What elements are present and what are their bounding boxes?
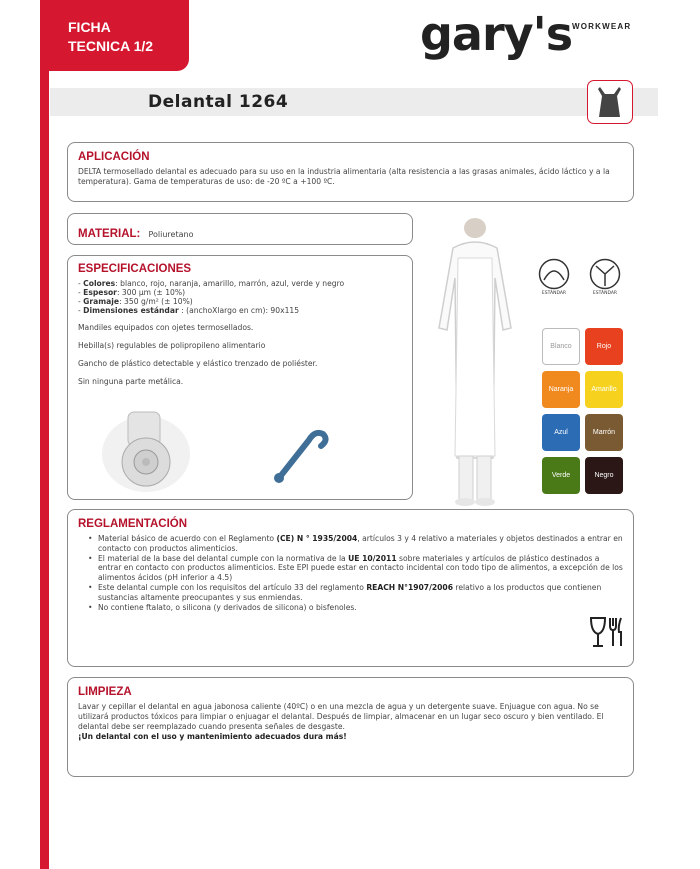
spec-dimensiones: - Dimensiones estándar : (anchoXlargo en cm): 90x115 (78, 306, 300, 315)
aplicacion-section (67, 142, 634, 202)
spec-note-4: Sin ninguna parte metálica. (78, 377, 184, 386)
color-swatch-verde: Verde (542, 457, 580, 494)
spec-gramaje-label: Gramaje (83, 297, 120, 306)
reglamentacion-heading: REGLAMENTACIÓN (78, 518, 188, 530)
spec-espesor-value: : 300 µm (± 10%) (116, 288, 186, 297)
spec-note-3: Gancho de plástico detectable y elástico trenzado de poliéster. (78, 359, 318, 368)
reg-2-b: UE 10/2011 (348, 553, 397, 563)
tab-line-2: TECNICA 1/2 (68, 38, 154, 54)
reglamentacion-list (78, 534, 623, 612)
spec-colores-value: : blanco, rojo, naranja, amarillo, marrón, azul, verde y negro (115, 279, 345, 288)
spec-note-2: Hebilla(s) regulables de polipropileno alimentario (78, 341, 266, 350)
reg-4: No contiene ftalato, o silicona (y derivados de silicona) o bisfenoles. (98, 602, 357, 612)
reg-1-a: Material básico de acuerdo con el Reglamento (98, 534, 277, 543)
limpieza-closing: ¡Un delantal con el uso y mantenimiento adecuados dura más! (78, 732, 347, 741)
spec-gramaje-value: : 350 g/m² (± 10%) (119, 297, 193, 306)
garys-logo (420, 7, 660, 62)
food-safe-icon (588, 614, 624, 650)
color-swatch-azul: Azul (542, 414, 580, 451)
limpieza-text: Lavar y cepillar el delantal en agua jabonosa caliente (40ºC) o en una mezcla de agua y un detergente suave. Enjuague con agua. No se utilizará productos tóxicos para limpiar o enjuagar el delantal. Después de limpiar, almacenar en un lugar seco oscuro y bien ventilado. El delantal debe ser reemplazado cuando presenta señales de desgaste. (78, 702, 604, 731)
color-swatch-negro: Negro (585, 457, 623, 494)
spec-colores: - Colores: blanco, rojo, naranja, amarillo, marrón, azul, verde y negro (78, 279, 345, 288)
list-item (88, 534, 623, 554)
limpieza-heading: LIMPIEZA (78, 686, 132, 698)
reg-1-c: , artículos 3 y 4 relativo a materiales y objetos destinados a entrar en contacto con productos alimenticios. (98, 534, 623, 553)
apron-icon (587, 80, 633, 124)
aplicacion-text: DELTA termosellado delantal es adecuado para su uso en la industria alimentaria (alta resistencia a las grasas animales, ácido láctico y a la temperatura). Gama de temperaturas de uso: de -20 ºC a +100 ºC. (78, 167, 610, 186)
spec-dimensiones-value: : (anchoXlargo en cm): 90x115 (178, 306, 300, 315)
material-section (67, 213, 413, 245)
brand-wordmark: gary's (420, 7, 573, 61)
spec-dimensiones-label: Dimensiones estándar (83, 306, 179, 315)
hook-photo (265, 420, 335, 490)
side-accent-bar (40, 0, 49, 869)
spec-colores-label: Colores (83, 279, 116, 288)
buckle-photo (100, 410, 192, 494)
color-swatch-rojo: Rojo (585, 328, 623, 365)
neck-standard-label: ESTÁNDAR (541, 291, 567, 296)
neck-standard-icon (538, 258, 570, 296)
product-title: Delantal 1264 (148, 92, 289, 112)
color-swatch-blanco: Blanco (542, 328, 580, 365)
spec-espesor: - Espesor: 300 µm (± 10%) (78, 288, 186, 297)
spec-note-1: Mandiles equipados con ojetes termosellados. (78, 323, 254, 332)
reg-3-b: REACH N°1907/2006 (366, 582, 453, 592)
reglamentacion-section (67, 509, 634, 667)
list-item (88, 583, 623, 603)
brand-subtitle: WORKWEAR (572, 22, 632, 31)
list-item (88, 554, 623, 583)
apron-model-photo (425, 218, 525, 508)
aplicacion-heading: APLICACIÓN (78, 151, 150, 163)
limpieza-section (67, 677, 634, 777)
strap-standard-label: ESTÁNDAR (592, 291, 618, 296)
color-swatch-marrón: Marrón (585, 414, 623, 451)
material-value: Poliuretano (148, 230, 194, 239)
reg-1-b: (CE) N ° 1935/2004 (276, 534, 358, 543)
strap-standard-icon (589, 258, 621, 296)
list-item (88, 603, 623, 613)
especificaciones-heading: ESPECIFICACIONES (78, 263, 192, 275)
tab-line-1: FICHA (68, 19, 111, 35)
reg-2-a: El material de la base del delantal cumple con la normativa de la (98, 553, 349, 563)
spec-espesor-label: Espesor (83, 288, 117, 297)
color-swatch-naranja: Naranja (542, 371, 580, 408)
spec-gramaje: - Gramaje: 350 g/m² (± 10%) (78, 297, 193, 306)
material-heading: MATERIAL: (78, 228, 141, 240)
reg-3-a: Este delantal cumple con los requisitos del artículo 33 del reglamento (98, 582, 367, 592)
title-band (50, 88, 658, 116)
ficha-tecnica-tab (40, 0, 189, 71)
color-swatch-amarillo: Amarillo (585, 371, 623, 408)
reg-2-c: sobre materiales y artículos de plástico destinados a entrar en contacto con productos alimenticios. Este EPI puede estar en contacto incidental con todo tipo de alimentos, a excepción de los alimentos ácidos (pH inferior a 4.5) (98, 553, 623, 583)
reg-3-c: relativo a los productos que contienen sustancias altamente preocupantes y sus enmiendas. (98, 582, 602, 602)
